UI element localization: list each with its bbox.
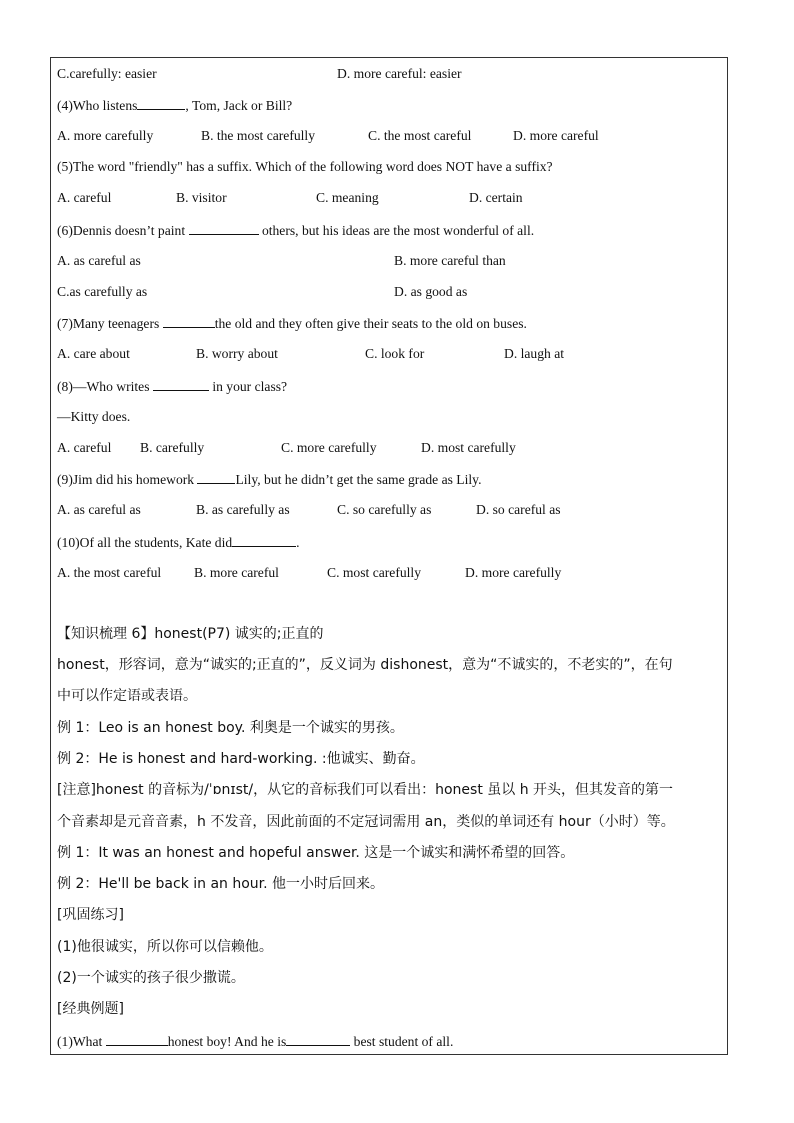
q10-option-c: C. most carefully xyxy=(327,565,422,580)
q10-stem xyxy=(57,533,300,552)
answer-blank[interactable] xyxy=(189,221,259,235)
q6-stem xyxy=(57,221,534,240)
q10-option-a: A. the most careful xyxy=(57,565,162,580)
q8-stem xyxy=(57,377,287,396)
example-3: 例 1：It was an honest and hopeful answer. 这是一个诚实和满怀希望的回答。 xyxy=(57,845,575,861)
classic-item-1 xyxy=(57,1032,453,1051)
example-4: 例 2：He'll be back in an hour. 他一小时后回来。 xyxy=(57,876,385,892)
q8-stem-before: (8)—Who writes xyxy=(57,379,150,394)
q6-option-d: D. as good as xyxy=(394,284,468,299)
practice-item-2: (2)一个诚实的孩子很少撒谎。 xyxy=(57,970,245,986)
q8-answer: —Kitty does. xyxy=(57,409,131,424)
q4-stem-before: (4)Who listens xyxy=(57,98,138,113)
q10-stem-after: . xyxy=(296,535,300,550)
q5-stem: (5)The word "friendly" has a suffix. Which of the following word does NOT have a suffix? xyxy=(57,159,553,174)
q7-option-a: A. care about xyxy=(57,346,130,361)
classic-heading: [经典例题] xyxy=(57,1001,124,1017)
answer-blank[interactable] xyxy=(232,533,296,547)
classic-item-1-part-a: (1)What xyxy=(57,1034,103,1049)
q6-option-b: B. more careful than xyxy=(394,253,506,268)
q9-stem-after: Lily, but he didn’t get the same grade as Lily. xyxy=(235,472,482,487)
q6-stem-before: (6)Dennis doesn’t paint xyxy=(57,223,186,238)
answer-blank[interactable] xyxy=(197,470,235,484)
answer-blank[interactable] xyxy=(163,314,215,328)
q9-option-a: A. as careful as xyxy=(57,502,141,517)
q7-option-c: C. look for xyxy=(365,346,425,361)
q5-option-d: D. certain xyxy=(469,190,523,205)
q3-option-c: C.carefully: easier xyxy=(57,66,157,81)
definition-line-1: honest，形容词，意为“诚实的;正直的”，反义词为 dishonest，意为“不诚实的，不老实的”，在句 xyxy=(57,657,673,673)
q5-option-c: C. meaning xyxy=(316,190,379,205)
section-heading: 【知识梳理 6】honest(P7) 诚实的;正直的 xyxy=(57,626,324,642)
classic-item-1-part-c: best student of all. xyxy=(353,1034,454,1049)
answer-blank[interactable] xyxy=(286,1032,350,1046)
note-line-2: 个音素却是元音音素，h 不发音，因此前面的不定冠词需用 an，类似的单词还有 hour（小时）等。 xyxy=(57,814,675,830)
classic-item-1-part-b: honest boy! And he is xyxy=(167,1034,287,1049)
q8-stem-after: in your class? xyxy=(212,379,288,394)
practice-item-1: (1)他很诚实，所以你可以信赖他。 xyxy=(57,939,273,955)
practice-heading: [巩固练习] xyxy=(57,907,124,923)
q6-option-c: C.as carefully as xyxy=(57,284,148,299)
definition-line-2: 中可以作定语或表语。 xyxy=(57,688,197,704)
content-frame xyxy=(50,57,728,1055)
q10-option-d: D. more carefully xyxy=(465,565,562,580)
q9-option-b: B. as carefully as xyxy=(196,502,290,517)
q7-stem-after: the old and they often give their seats to the old on buses. xyxy=(214,316,527,331)
answer-blank[interactable] xyxy=(106,1032,168,1046)
q7-option-b: B. worry about xyxy=(196,346,278,361)
q10-stem-before: (10)Of all the students, Kate did xyxy=(57,535,233,550)
q5-option-a: A. careful xyxy=(57,190,112,205)
q8-option-c: C. more carefully xyxy=(281,440,377,455)
note-line-1: [注意]honest 的音标为/ˈɒnɪst/，从它的音标我们可以看出：honest 虽以 h 开头，但其发音的第一 xyxy=(57,782,674,798)
answer-blank[interactable] xyxy=(153,377,209,391)
q4-option-c: C. the most careful xyxy=(368,128,472,143)
q9-stem-before: (9)Jim did his homework xyxy=(57,472,195,487)
q6-stem-after: others, but his ideas are the most wonderful of all. xyxy=(261,223,535,238)
answer-blank[interactable] xyxy=(137,96,185,110)
q6-option-a: A. as careful as xyxy=(57,253,141,268)
q9-stem xyxy=(57,470,481,489)
q3-option-d: D. more careful: easier xyxy=(337,66,462,81)
q4-option-d: D. more careful xyxy=(513,128,599,143)
q10-option-b: B. more careful xyxy=(194,565,279,580)
q4-option-a: A. more carefully xyxy=(57,128,154,143)
q8-option-d: D. most carefully xyxy=(421,440,516,455)
q5-option-b: B. visitor xyxy=(176,190,227,205)
example-1: 例 1：Leo is an honest boy. 利奥是一个诚实的男孩。 xyxy=(57,720,404,736)
example-2: 例 2：He is honest and hard-working. :他诚实、勤奋。 xyxy=(57,751,425,767)
q4-stem xyxy=(57,96,292,115)
q9-option-c: C. so carefully as xyxy=(337,502,432,517)
q4-option-b: B. the most carefully xyxy=(201,128,316,143)
q9-option-d: D. so careful as xyxy=(476,502,561,517)
q4-stem-after: , Tom, Jack or Bill? xyxy=(185,98,293,113)
q7-stem xyxy=(57,314,527,333)
q7-option-d: D. laugh at xyxy=(504,346,565,361)
q8-option-b: B. carefully xyxy=(140,440,205,455)
q7-stem-before: (7)Many teenagers xyxy=(57,316,160,331)
q8-option-a: A. careful xyxy=(57,440,112,455)
